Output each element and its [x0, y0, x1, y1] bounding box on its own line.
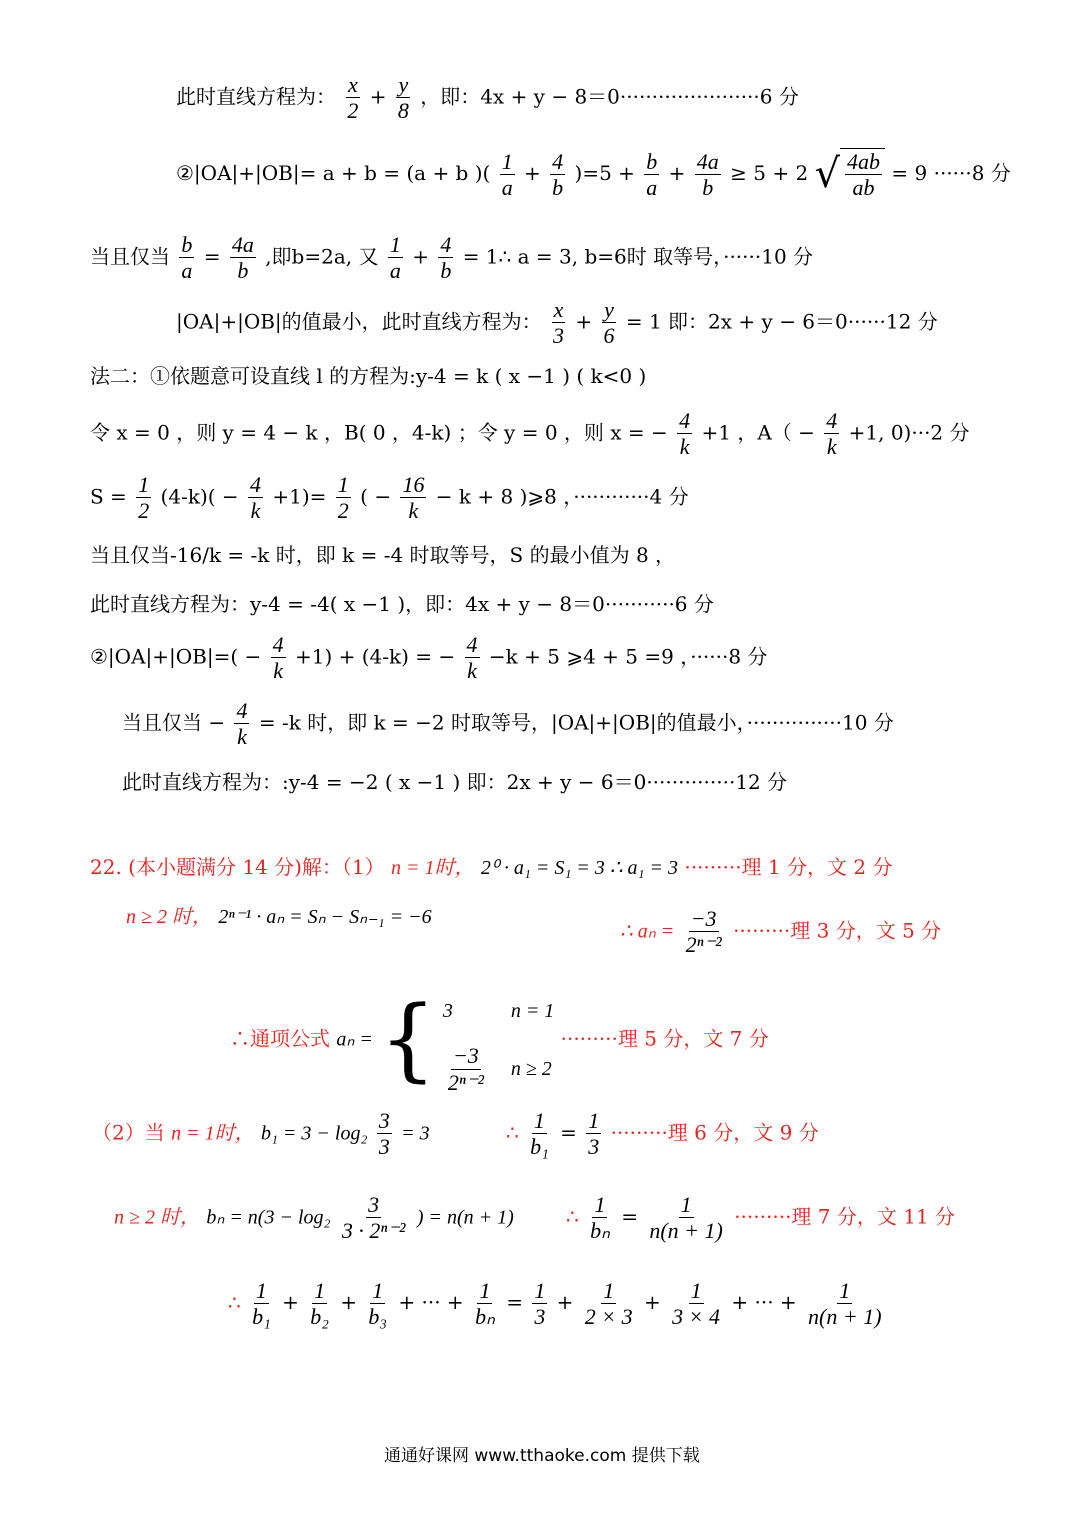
fraction: $\frac{4}{k}$ — [466, 632, 478, 684]
fraction: $\frac{b}{a}$ — [181, 232, 193, 284]
text: bₙ = n(3 − log₂ — [206, 1206, 331, 1229]
text: + — [340, 1290, 358, 1315]
text: n = 1时， — [171, 1122, 255, 1145]
radical-sign: √ — [814, 151, 841, 198]
line-11 — [122, 698, 894, 750]
line-4 — [176, 297, 938, 349]
text: ( − — [360, 484, 392, 509]
text: b₁ = 3 − log₂ — [260, 1122, 368, 1145]
text: n ≥ 2 时， — [114, 1206, 200, 1229]
fraction: $\frac{-3}{\text{2ⁿ⁻²}}$ — [685, 906, 722, 958]
fraction: $\frac{1}{3}$ — [588, 1108, 600, 1160]
problem-22-line-1 — [90, 857, 892, 878]
text: 22. (本小题满分 14 分)解：（1） — [90, 855, 385, 879]
text: + — [644, 1290, 661, 1315]
text: (4-k)( − — [160, 484, 239, 509]
fraction: $\frac{1}{\text{b₃}}$ — [368, 1278, 388, 1330]
problem-22-line-4 — [92, 1108, 430, 1160]
text: ) = n(n + 1) — [416, 1206, 514, 1229]
square-root — [815, 148, 886, 201]
text: +1)= — [272, 484, 327, 509]
fraction: $\frac{1}{\text{bₙ}}$ — [590, 1192, 610, 1244]
fraction: $\frac{y}{6}$ — [603, 297, 615, 349]
text: + — [524, 160, 541, 185]
fraction: $\frac{1}{2}$ — [337, 472, 349, 524]
text: ∴ — [566, 1204, 579, 1229]
text: 当且仅当 − — [122, 710, 226, 735]
fraction: $\frac{4a}{b}$ — [696, 148, 719, 200]
text: ≥ 5 + 2 — [730, 160, 809, 185]
line-3 — [90, 232, 813, 284]
problem-22-line-3 — [230, 982, 769, 1098]
text: + — [369, 84, 387, 109]
text: ·········理 3 分，文 5 分 — [733, 918, 942, 943]
fraction: $\frac{3}{\text{3 · 2ⁿ⁻²}}$ — [341, 1192, 406, 1244]
fraction: $\frac{1}{n(n + 1)}$ — [649, 1192, 723, 1244]
fraction: $\frac{1}{n(n + 1)}$ — [808, 1278, 882, 1330]
text: 3 — [442, 1000, 453, 1022]
text: ·········理 6 分，文 9 分 — [610, 1120, 819, 1145]
text: 当且仅当-16/k = -k 时，即 k = -4 时取等号，S 的最小值为 8 ， — [90, 543, 676, 567]
text: = -k 时，即 k = −2 时取等号，|OA|+|OB|的值最小，···············10 分 — [258, 710, 894, 735]
piecewise-cases — [443, 982, 555, 1098]
text: n = 1 — [510, 1000, 555, 1022]
line-1 — [176, 72, 799, 124]
fraction: $\frac{1}{a}$ — [501, 148, 513, 200]
text: = 3 — [401, 1122, 430, 1145]
fraction: $\frac{1}{\text{b₁}}$ — [252, 1278, 271, 1330]
line-6 — [90, 408, 970, 460]
text: + — [556, 1290, 574, 1315]
fraction: $\frac{y}{8}$ — [397, 72, 409, 124]
text: 此时直线方程为： — [176, 84, 336, 109]
line-7 — [90, 472, 689, 524]
text: n ≥ 2 — [510, 1058, 552, 1080]
text: ∴通项公式 — [230, 1026, 330, 1051]
line-12 — [122, 772, 787, 792]
fraction: $\frac{4}{k}$ — [272, 632, 284, 684]
text: +1 ，A（ − — [701, 420, 815, 445]
text: 当且仅当 — [90, 244, 170, 269]
text: ②|OA|+|OB|=( − — [90, 644, 262, 669]
fraction: $\frac{x}{3}$ — [553, 297, 565, 349]
fraction: $\frac{4}{k}$ — [679, 408, 691, 460]
fraction: $\frac{16}{k}$ — [402, 472, 425, 524]
fraction: $\frac{1}{2}$ — [138, 472, 150, 524]
line-9 — [90, 594, 714, 614]
problem-22-line-2-right — [620, 906, 941, 958]
footer-text: 通通好课网 www.tthaoke.com 提供下载 — [384, 1446, 700, 1466]
text: aₙ = — [336, 1028, 373, 1051]
text: = — [506, 1290, 523, 1315]
text: 法二：①依题意可设直线 l 的方程为:y-4 = k ( x −1 ) ( k<0 ) — [90, 364, 647, 388]
line-2 — [176, 148, 1011, 201]
text: + — [282, 1290, 299, 1315]
text: + — [412, 244, 429, 269]
line-5 — [90, 366, 646, 386]
text: ∴ — [506, 1120, 519, 1145]
text: 令 x = 0 ，则 y = 4 − k ，B( 0 ，4-k) ；令 y = 0 ，则 x = − — [90, 420, 668, 445]
line-8 — [90, 545, 675, 565]
text: = — [203, 244, 221, 269]
fraction: $\frac{1}{\text{bₙ}}$ — [475, 1278, 495, 1330]
fraction: $\frac{1}{a}$ — [389, 232, 401, 284]
text: 此时直线方程为：:y-4 = −2 ( x −1 ) 即：2x + y − 6＝0··············12 分 — [122, 770, 788, 794]
text: = 1∴ a = 3, b=6时 取等号，······10 分 — [462, 244, 814, 269]
fraction: $\frac{4}{b}$ — [552, 148, 564, 200]
fraction: $\frac{x}{2}$ — [347, 72, 359, 124]
text: ,即b=2a, 又 — [265, 244, 379, 269]
footer — [384, 1448, 700, 1465]
text: 2ⁿ⁻¹ · aₙ = Sₙ − Sₙ₋₁ = −6 — [218, 906, 432, 928]
text: = — [621, 1204, 638, 1229]
fraction: $\frac{1}{\text{b₁}}$ — [530, 1108, 549, 1160]
fraction: $\frac{1}{2 \times 3}$ — [584, 1278, 633, 1330]
text: ·········理 7 分，文 11 分 — [734, 1204, 956, 1229]
text: |OA|+|OB|的值最小，此时直线方程为： — [176, 309, 542, 334]
text: +1) + (4-k) = − — [294, 644, 456, 669]
fraction: $\frac{4}{k}$ — [236, 698, 248, 750]
text: −k + 5 ⩾4 + 5 =9 ，······8 分 — [488, 644, 768, 669]
text: 此时直线方程为：y-4 = -4( x −1 )，即：4x + y − 8＝0···········6 分 — [90, 592, 714, 616]
text: n ≥ 2 时， — [126, 906, 212, 928]
text: − k + 8 )⩾8 ，············4 分 — [435, 484, 689, 509]
text: )=5 + — [574, 160, 635, 185]
text: + ··· + — [398, 1290, 464, 1315]
fraction: $\frac{4}{k}$ — [826, 408, 838, 460]
text: + ··· + — [731, 1290, 797, 1315]
text: ∴ aₙ = — [620, 920, 675, 943]
line-10 — [90, 632, 767, 684]
fraction: $\frac{3}{3}$ — [378, 1108, 390, 1160]
fraction: $\frac{1}{3 \times 4}$ — [672, 1278, 720, 1330]
fraction: $\frac{4}{k}$ — [250, 472, 262, 524]
fraction: $\frac{1}{3}$ — [534, 1278, 546, 1330]
problem-22-line-6 — [228, 1278, 887, 1330]
text: ·········理 5 分，文 7 分 — [560, 1026, 769, 1051]
text: ∴ — [228, 1290, 241, 1315]
text: = — [560, 1120, 577, 1145]
fraction: $\frac{4}{b}$ — [440, 232, 452, 284]
text: + — [575, 309, 593, 334]
text: （2）当 — [92, 1120, 165, 1145]
fraction: $\frac{-3}{\text{2ⁿ⁻²}}$ — [447, 1043, 484, 1095]
text: = 1 即：2x + y − 6＝0······12 分 — [625, 309, 938, 334]
text: 2⁰ · a₁ = S₁ = 3 ∴ a₁ = 3 — [480, 857, 678, 879]
text: + — [668, 160, 686, 185]
problem-22-line-5-right — [566, 1192, 955, 1244]
problem-22-line-4-right — [506, 1108, 819, 1160]
fraction: $\frac{b}{a}$ — [646, 148, 658, 200]
problem-22-line-2 — [126, 906, 432, 927]
fraction: $\frac{1}{\text{b₂}}$ — [310, 1278, 329, 1330]
text: ②|OA|+|OB|= a + b = (a + b )( — [176, 160, 491, 185]
text: ·········理 1 分，文 2 分 — [684, 855, 893, 879]
text: S = — [90, 484, 127, 509]
text: ，即：4x + y − 8＝0······················6 分 — [420, 84, 799, 109]
text: = 9 ······8 分 — [891, 160, 1011, 185]
text: +1, 0)···2 分 — [848, 420, 970, 445]
fraction: $\frac{4a}{b}$ — [231, 232, 254, 284]
left-brace: { — [379, 987, 437, 1092]
problem-22-line-5 — [114, 1192, 514, 1244]
text: n = 1时， — [391, 857, 475, 879]
fraction: $\frac{4ab}{ab}$ — [847, 149, 881, 201]
